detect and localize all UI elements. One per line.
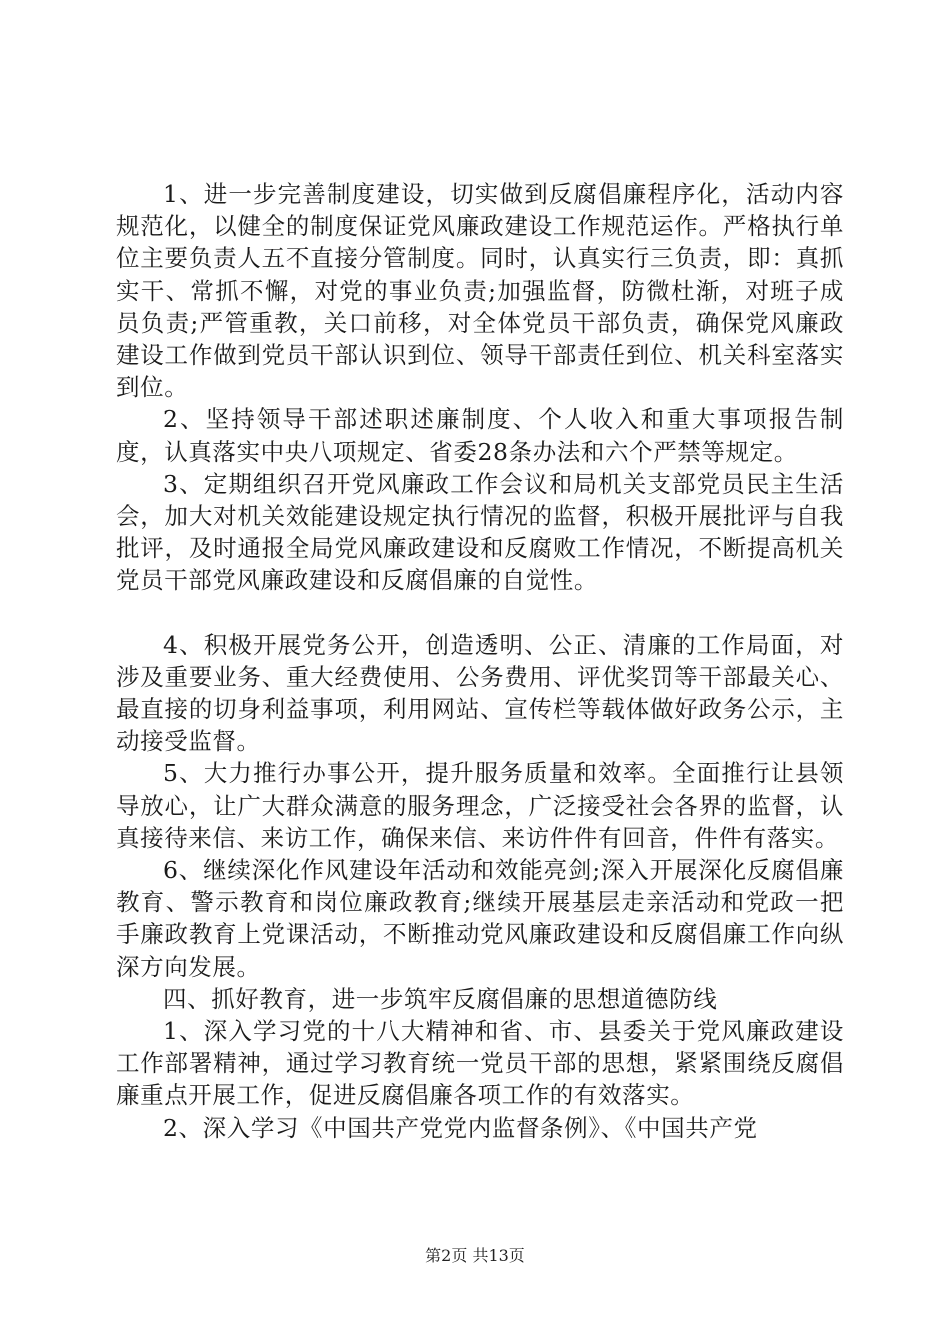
page-footer: 第2页 共13页 xyxy=(425,1246,525,1265)
paragraph-8: 2、深入学习《中国共产党党内监督条例》、《中国共产党 xyxy=(163,1113,758,1142)
paragraph-3: 3、定期组织召开党风廉政工作会议和局机关支部党员民主生活会，加大对机关效能建设规定执行情况的监督，积极开展批评与自我批评，及时通报全局党风廉政建设和反腐败工作情况，不断提高机关党员干部党风廉政建设和反腐倡廉的自觉性。 xyxy=(116,469,844,595)
document-body xyxy=(116,178,844,1144)
paragraph-6: 6、继续深化作风建设年活动和效能亮剑;深入开展深化反腐倡廉教育、警示教育和岗位廉政教育;继续开展基层走亲活动和党政一把手廉政教育上党课活动，不断推动党风廉政建设和反腐倡廉工作向纵深方向发展。 xyxy=(116,856,844,981)
section-heading: 四、抓好教育，进一步筑牢反腐倡廉的思想道德防线 xyxy=(163,984,718,1013)
paragraph-4: 4、积极开展党务公开，创造透明、公正、清廉的工作局面，对涉及重要业务、重大经费使用、公务费用、评优奖罚等干部最关心、最直接的切身利益事项，利用网站、宣传栏等载体做好政务公示，主动接受监督。 xyxy=(116,630,844,756)
paragraph-2: 2、坚持领导干部述职述廉制度、个人收入和重大事项报告制度，认真落实中央八项规定、省委28条办法和六个严禁等规定。 xyxy=(116,405,844,466)
paragraph-1: 1、进一步完善制度建设，切实做到反腐倡廉程序化，活动内容规范化，以健全的制度保证党风廉政建设工作规范运作。严格执行单位主要负责人五不直接分管制度。同时，认真实行三负责，即：真抓实干、常抓不懈，对党的事业负责;加强监督，防微杜渐，对班子成员负责;严管重教，关口前移，对全体党员干部负责，确保党风廉政建设工作做到党员干部认识到位、领导干部责任到位、机关科室落实到位。 xyxy=(116,180,844,402)
paragraph-5: 5、大力推行办事公开，提升服务质量和效率。全面推行让县领导放心，让广大群众满意的服务理念，广泛接受社会各界的监督，认真接待来信、来访工作，确保来信、来访件件有回音，件件有落实。 xyxy=(116,759,844,852)
paragraph-7: 1、深入学习党的十八大精神和省、市、县委关于党风廉政建设工作部署精神，通过学习教育统一党员干部的思想，紧紧围绕反腐倡廉重点开展工作，促进反腐倡廉各项工作的有效落实。 xyxy=(116,1017,844,1110)
